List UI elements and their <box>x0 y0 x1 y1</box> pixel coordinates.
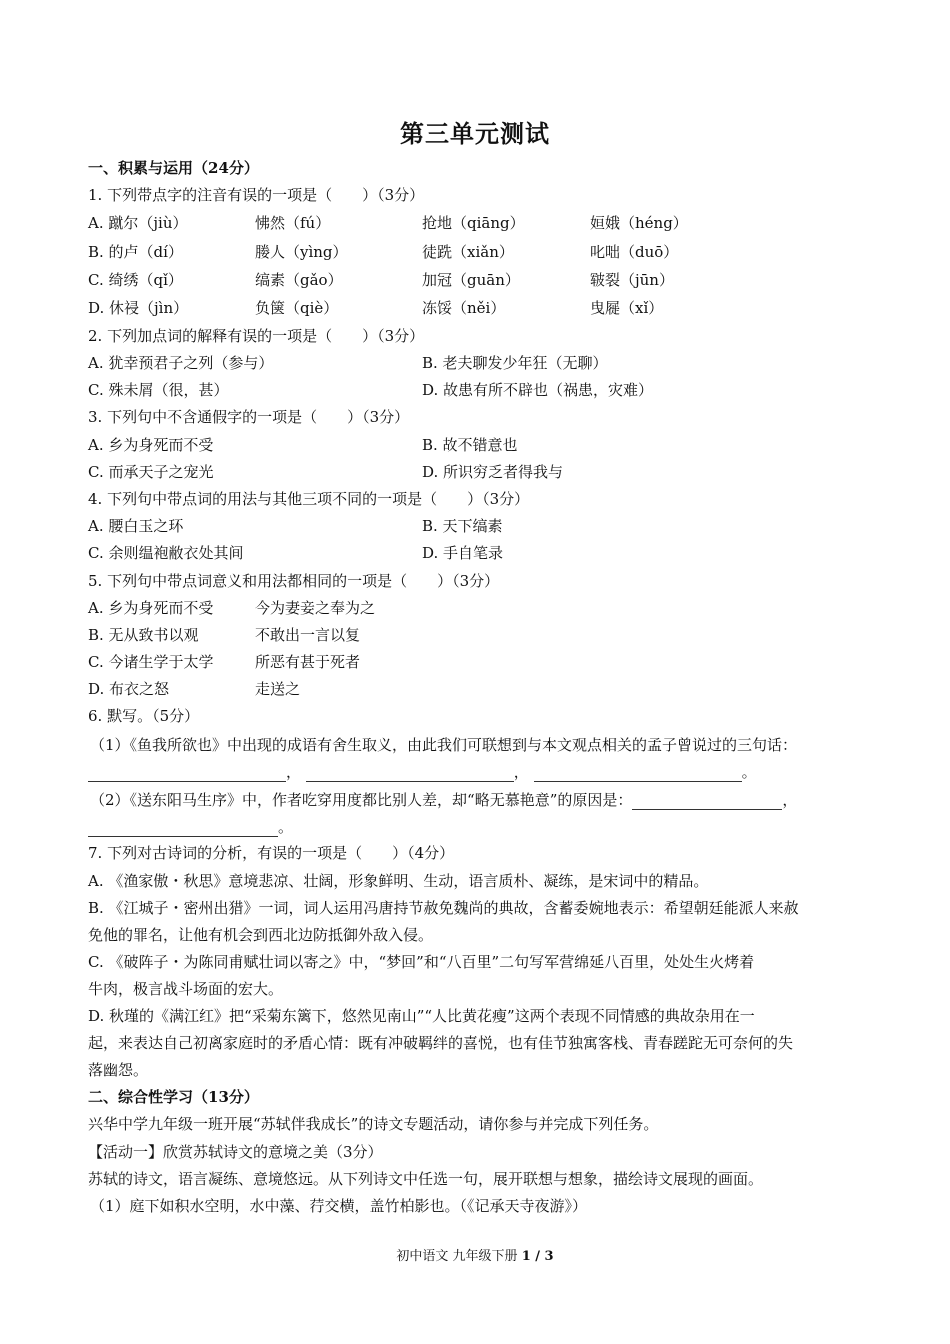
q5-option: D. 布衣之怒 <box>88 680 170 698</box>
q5-option: C. 今诸生学于太学 <box>88 653 214 671</box>
q1-option: 负箧（qiè） <box>255 299 339 317</box>
question-7-stem: 7. 下列对古诗词的分析，有误的一项是（ ）（4分） <box>88 844 455 862</box>
q6-part-2 <box>90 790 797 810</box>
q1-option: 叱咄（duō） <box>590 243 679 261</box>
activity-1-text: 苏轼的诗文，语言凝练、意境悠远。从下列诗文中任选一句，展开联想与想象，描绘诗文展现的画面。 <box>88 1170 764 1188</box>
q5-option: 今为妻妾之奉为之 <box>255 599 376 617</box>
q5-option: 走送之 <box>255 680 301 698</box>
q5-option: B. 无从致书以观 <box>88 626 199 644</box>
q4-option-c: C. 余则缊袍敝衣处其间 <box>88 544 244 562</box>
q4-option-d: D. 手自笔录 <box>422 544 504 562</box>
q6-answer-line-2 <box>88 817 293 837</box>
q2-option-c: C. 殊未屑（很，甚） <box>88 381 229 399</box>
q1-option: 怫然（fú） <box>255 214 331 232</box>
q1-option: 曳屣（xǐ） <box>590 299 664 317</box>
comma: ， <box>513 763 529 781</box>
q6-part-2-text: （2）《送东阳马生序》中，作者吃穿用度都比别人差，却“略无慕艳意”的原因是： <box>90 791 633 809</box>
q1-option: B. 的卢（dí） <box>88 243 183 261</box>
q5-option: 不敢出一言以复 <box>255 626 361 644</box>
activity-1-item-1: （1）庭下如积水空明，水中藻、荇交横，盖竹柏影也。（《记承天寺夜游》） <box>90 1197 588 1215</box>
q3-option-d: D. 所识穷乏者得我与 <box>422 463 564 481</box>
q7-option-d-line-2: 起，来表达自己初离家庭时的矛盾心情：既有冲破羁绊的喜悦，也有佳节独寓客栈、青春蹉跎无可奈何的失 <box>88 1034 794 1052</box>
q5-option: 所恶有甚于死者 <box>255 653 361 671</box>
question-3-stem: 3. 下列句中不含通假字的一项是（ ）（3分） <box>88 408 410 426</box>
section-heading-1: 一、积累与运用（24分） <box>88 159 259 177</box>
q1-option: 徒跣（xiǎn） <box>422 243 514 261</box>
question-4-stem: 4. 下列句中带点词的用法与其他三项不同的一项是（ ）（3分） <box>88 490 530 508</box>
question-1-stem: 1. 下列带点字的注音有误的一项是（ ）（3分） <box>88 186 425 204</box>
q7-option-a: A. 《渔家傲・秋思》意境悲凉、壮阔，形象鲜明、生动，语言质朴、凝练，是宋词中的精品。 <box>88 872 709 890</box>
q1-option: D. 休祲（jìn） <box>88 299 189 317</box>
q4-option-b: B. 天下缟素 <box>422 517 503 535</box>
q3-option-c: C. 而承天子之宠光 <box>88 463 214 481</box>
q5-option: A. 乡为身死而不受 <box>88 599 214 617</box>
q7-option-d-line-1: D. 秋瑾的《满江红》把“采菊东篱下，悠然见南山”“人比黄花瘦”这两个表现不同情感的典故杂用在一 <box>88 1007 755 1025</box>
q1-option: 冻馁（něi） <box>422 299 506 317</box>
comma: ， <box>782 791 798 809</box>
comma: ， <box>286 763 302 781</box>
period: 。 <box>278 818 294 836</box>
q6-answer-line-1 <box>88 762 757 782</box>
section-heading-2: 二、综合性学习（13分） <box>88 1088 259 1106</box>
page-title: 第三单元测试 <box>400 119 550 148</box>
q1-option: 媵人（yìng） <box>255 243 348 261</box>
answer-blank[interactable] <box>88 822 278 837</box>
q1-option: A. 蹴尔（jiù） <box>88 214 188 232</box>
q3-option-a: A. 乡为身死而不受 <box>88 436 214 454</box>
q4-option-a: A. 腰白玉之环 <box>88 517 184 535</box>
page-number: 1 / 3 <box>521 1249 554 1264</box>
q1-option: 皲裂（jūn） <box>590 271 674 289</box>
question-2-stem: 2. 下列加点词的解释有误的一项是（ ）（3分） <box>88 327 425 345</box>
footer-label: 初中语文 九年级下册 <box>396 1249 518 1264</box>
q6-part-1: （1）《鱼我所欲也》中出现的成语有舍生取义，由此我们可联想到与本文观点相关的孟子曾说过的三句话： <box>90 736 798 754</box>
q7-option-b-line-2: 免他的罪名，让他有机会到西北边防抵御外敌入侵。 <box>88 926 434 944</box>
answer-blank[interactable] <box>632 795 782 810</box>
q2-option-d: D. 故患有所不辟也（祸患，灾难） <box>422 381 654 399</box>
section-2-intro: 兴华中学九年级一班开展“苏轼伴我成长”的诗文专题活动，请你参与并完成下列任务。 <box>88 1115 659 1133</box>
q2-option-a: A. 犹幸预君子之列（参与） <box>88 354 274 372</box>
answer-blank[interactable] <box>534 767 742 782</box>
q7-option-c-line-2: 牛肉，极言战斗场面的宏大。 <box>88 980 284 998</box>
question-5-stem: 5. 下列句中带点词意义和用法都相同的一项是（ ）（3分） <box>88 572 500 590</box>
q1-option: 抢地（qiāng） <box>422 214 525 232</box>
question-6-stem: 6. 默写。（5分） <box>88 707 200 725</box>
q7-option-c-line-1: C. 《破阵子・为陈同甫赋壮词以寄之》中，“梦回”和“八百里”二句写军营绵延八百里，处处生火烤着 <box>88 953 755 971</box>
q3-option-b: B. 故不错意也 <box>422 436 518 454</box>
q1-option: 缟素（gǎo） <box>255 271 343 289</box>
activity-1-heading: 【活动一】欣赏苏轼诗文的意境之美（3分） <box>88 1143 383 1161</box>
q7-option-d-line-3: 落幽怨。 <box>88 1061 149 1079</box>
q1-option: 加冠（guān） <box>422 271 520 289</box>
q1-option: 姮娥（héng） <box>590 214 688 232</box>
q1-option: C. 绮绣（qǐ） <box>88 271 183 289</box>
answer-blank[interactable] <box>306 767 514 782</box>
answer-blank[interactable] <box>88 767 286 782</box>
q7-option-b-line-1: B. 《江城子・密州出猎》一词，词人运用冯唐持节赦免魏尚的典故，含蓄委婉地表示：希望朝廷能派人来赦 <box>88 899 799 917</box>
page-footer <box>0 1245 950 1264</box>
q2-option-b: B. 老夫聊发少年狂（无聊） <box>422 354 608 372</box>
period: 。 <box>741 763 757 781</box>
